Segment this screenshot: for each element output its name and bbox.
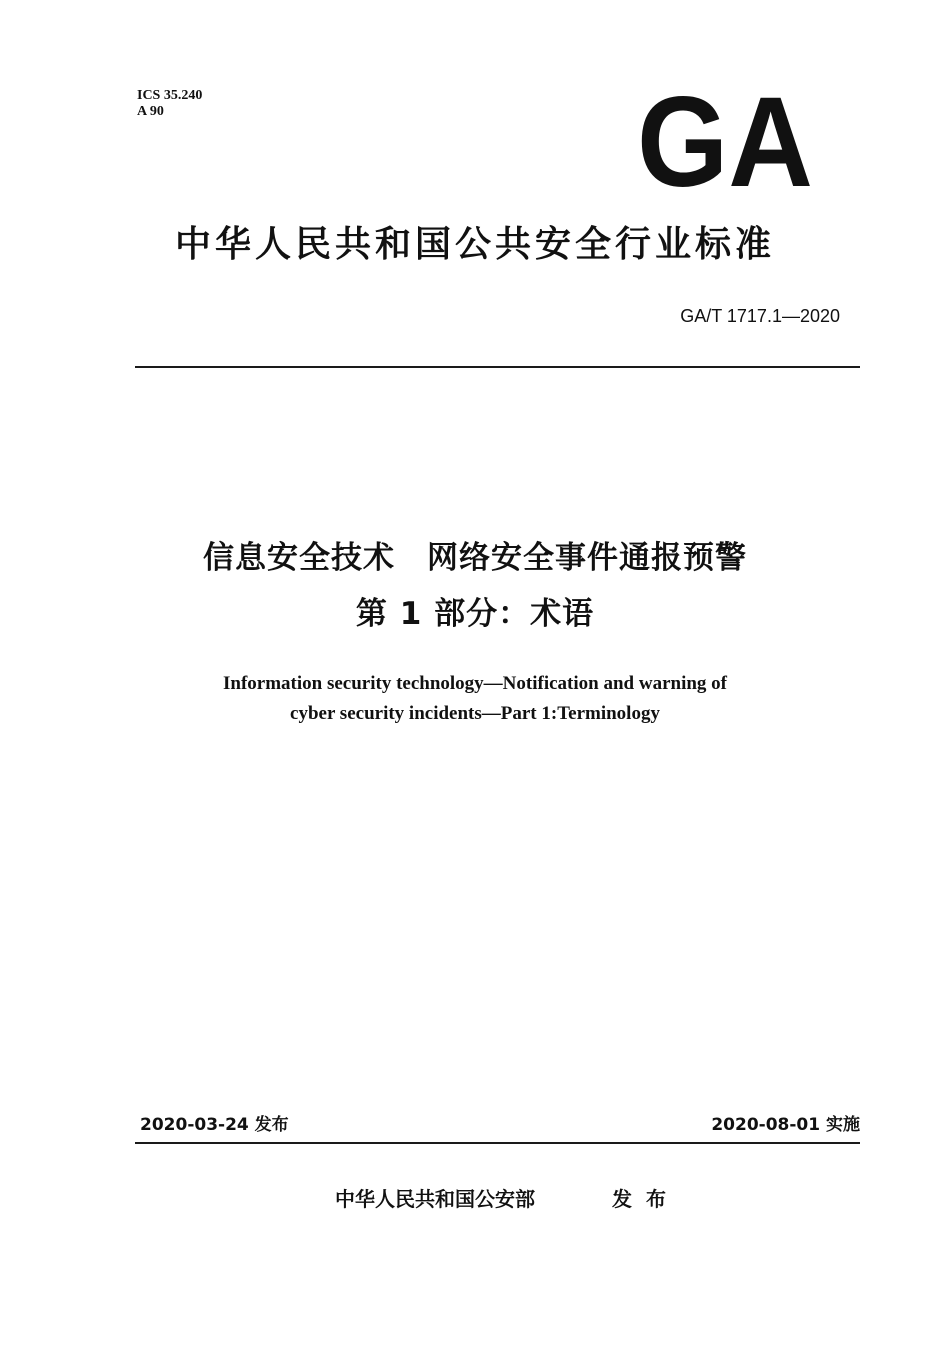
top-divider [135,366,860,368]
ga-logo [637,86,817,196]
issue-date: 2020-03-24 发布 [140,1115,289,1135]
class-code: A 90 [137,104,164,119]
publish-label: 发布 [612,1187,680,1211]
ga-logo-text: GA [637,86,813,196]
ics-code: ICS 35.240 [137,88,203,103]
chinese-title-line-2: 第 1 部分：术语 [355,596,595,632]
standard-number: GA/T 1717.1—2020 [680,306,840,326]
publisher-name: 中华人民共和国公安部 [335,1187,535,1211]
english-title-line-2: cyber security incidents—Part 1:Terminology [290,703,660,724]
implementation-date: 2020-08-01 实施 [711,1115,860,1135]
chinese-title-line-1: 信息安全技术 网络安全事件通报预警 [203,540,747,576]
english-title-line-1: Information security technology—Notification and warning of [222,673,727,694]
bottom-divider [135,1142,860,1144]
standard-category-title: 中华人民共和国公共安全行业标准 [174,224,775,265]
classification-codes [137,88,202,120]
